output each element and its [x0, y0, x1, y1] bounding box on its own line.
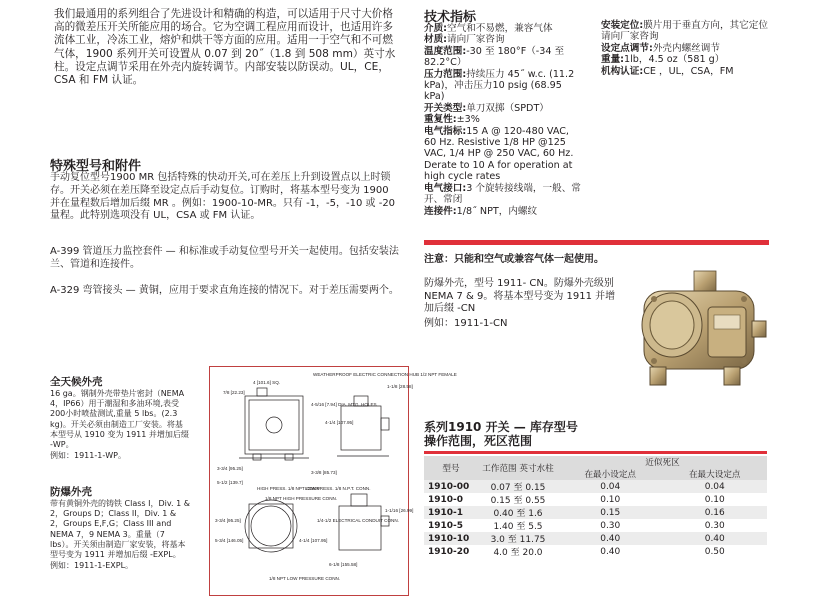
note-text: 注意：只能和空气或兼容气体一起使用。 [424, 254, 604, 265]
explosion-example: 例如：1911-1-EXPL。 [50, 561, 134, 570]
model-table [424, 456, 767, 558]
value-cell: 0.30 [704, 520, 725, 531]
table-row [424, 480, 767, 493]
spec-pressure: 压力范围:持续压力 45˝ w.c. (11.2 kPa)，冲击压力10 psig (68.95 kPa) [424, 68, 575, 103]
spec-approvals: 机构认证:CE ，UL，CSA，FM [601, 65, 734, 77]
specs-title: 技术指标 [424, 10, 477, 25]
special-a329-paragraph: A-329 弯管接头 — 黄铜，应用于要求直角连接的情况下。对于差压需要两个。 [50, 285, 399, 296]
table-top-rule [424, 451, 767, 454]
spec-material: 材质:请向厂家咨询 [424, 34, 505, 46]
model-cell: 1910-5 [428, 520, 464, 531]
col-header-range: 工作范围 英寸水柱 [478, 456, 558, 480]
value-cell: 0.15 至 0.55 [490, 496, 546, 506]
dim-label: 4 [101.6] SQ. [253, 380, 281, 385]
value-cell: 0.07 至 0.15 [478, 480, 558, 493]
value-cell: 0.30 [600, 520, 621, 531]
explosion-model-text: 防爆外壳，型号 1911- CN。防爆外壳级别 NEMA 7 & 9。将基本型号变为 1911 并增加后缀 -CN [424, 278, 616, 315]
dim-label: 3-3/4 [95.25] [215, 518, 241, 523]
value-cell: 0.40 [558, 532, 663, 545]
dim-label: 7/8 [22.23] [223, 390, 245, 395]
value-cell: 0.04 [663, 480, 768, 493]
spec-mounting: 安装定位:膜片用于垂直方向，其它定位请向厂家咨询 [601, 20, 768, 43]
table-row [424, 519, 767, 532]
value-cell: 0.04 [558, 480, 663, 493]
value-cell: 0.16 [663, 506, 768, 519]
spec-electrical: 电气指标:15 A @ 120-480 VAC, 60 Hz. Resistive 1/8 HP @125 VAC, 1/4 HP @ 250 VAC, 60 Hz. Derate to 10 A for operation at high cycle rates [424, 125, 574, 183]
explosion-text: 带有黄铜外壳的铸铁 Class I，Div. 1 & 2，Groups D；Class II，Div. 1 & 2，Groups E,F,G；Class III and NEMA 7，9 NEMA 3。重量（7 lbs）。开关须由制造厂家安装，将基本型号变为 1911 并增加后缀 -EXPL。 [50, 499, 190, 560]
explosion-title: 防爆外壳 [50, 486, 92, 498]
value-cell: 1.40 至 5.5 [493, 522, 543, 532]
value-cell: 0.10 [600, 494, 621, 505]
dim-label: 1/8 NPT LOW PRESSURE CONN. [269, 576, 341, 581]
special-title: 特殊型号和附件 [50, 159, 142, 174]
spec-weight: 重量:1lb，4.5 oz（581 g） [601, 54, 725, 66]
value-cell: 4.0 至 20.0 [493, 548, 543, 558]
table-row [424, 532, 767, 545]
weatherproof-title: 全天候外壳 [50, 376, 103, 388]
dim-label: 6-1/8 [155.58] [329, 562, 358, 567]
specs-list [424, 23, 582, 217]
special-mr-paragraph: 手动复位型号1900 MR 包括特殊的快动开关,可在差压上升到设置点以上时锁存。开关必须在差压降至设定点后手动复位。订购时，将基本型号变为 1900 并在量程数后增加后缀 MR 。例如：1900-10-MR。只有 -1，-5，-10 或 -20 量程。此特别选项没有 UL，CSA 或 FM 认证。 [50, 172, 396, 222]
dim-label: 1/8 NPT HIGH PRESSURE CONN. [265, 496, 338, 501]
dim-label: 1-1/8 [28.58] [387, 384, 413, 389]
model-cell: 1910-00 [424, 480, 478, 493]
explosion-model-example: 例如：1911-1-CN [424, 318, 508, 329]
weatherproof-example: 例如：1911-1-WP。 [50, 451, 126, 460]
table-title-line1: 系列1910 开关 — 库存型号 [424, 420, 578, 434]
spec-repeatability: 重复性:±3% [424, 114, 480, 126]
dim-label: 4-1/4 [107.95] [299, 538, 328, 543]
dim-label: LOW PRESS. 1/8 N.P.T. CONN. [305, 486, 371, 491]
col-header-deadband: 近似死区 [558, 456, 767, 468]
model-cell: 1910-0 [428, 494, 464, 505]
value-cell: 0.10 [704, 494, 725, 505]
dim-label: 3-3/4 [95.25] [217, 466, 243, 471]
model-cell: 1910-1 [424, 506, 478, 519]
table-row [424, 506, 767, 519]
value-cell: 0.15 [558, 506, 663, 519]
table-row [424, 545, 767, 558]
spec-fittings: 连接件:1/8˝ NPT，内螺纹 [424, 205, 538, 217]
spec-switch-type: 开关类型:单刀双掷（SPDT） [424, 102, 549, 114]
special-a399-paragraph: A-399 管道压力监控套件 — 和标准或手动复位型号开关一起使用。包括安装法兰、管道和连接件。 [50, 246, 399, 270]
col-header-min: 在最小设定点 [558, 468, 663, 480]
col-header-model: 型号 [424, 456, 478, 480]
table-row [424, 493, 767, 506]
intro-paragraph: 我们最通用的系列组合了先进设计和精确的构造，可以适用于尺寸大价格高的微差压开关所能应用的场合。它为空调工程应用而设计，也适用许多流体工业，冷冻工业，熔炉和烘干等方面的应用。适用一于空气和不可燃气体，1900 系列开关可设置从 0.07 到 20˝（1.8 到 508 mm）英寸水柱。设定点调节采用在外壳内旋转调节。内部安装以防误动。UL，CE，CSA 和 FM 认证。 [54, 8, 396, 87]
value-cell: 0.40 [663, 532, 768, 545]
value-cell: 0.50 [704, 546, 725, 557]
value-cell: 0.40 至 1.6 [478, 506, 558, 519]
dim-label: 3-3/8 [85.73] [311, 470, 337, 475]
col-header-max: 在最大设定点 [663, 468, 768, 480]
dim-label: 5-1/2 [139.7] [217, 480, 243, 485]
model-cell: 1910-20 [428, 546, 470, 557]
dim-label: 4-5/16 [7.94] DIA. MTG. HOLES [311, 402, 377, 407]
dim-label: 4-1/4 [107.95] [325, 420, 354, 425]
dim-label: WEATHERPROOF ELECTRIC CONNECTION HUB 1/2 NPT FEMALE [313, 372, 457, 377]
product-photo [624, 263, 774, 403]
model-cell: 1910-10 [424, 532, 478, 545]
table-title-line2: 操作范围，死区范围 [424, 434, 533, 448]
dim-label: 5-3/4 [146.05] [215, 538, 244, 543]
weatherproof-text: 16 ga。钢制外壳带垫片密封（NEMA 4，IP66）用于潮湿和多油环境,表受200小时喷盐测试,重量 5 lbs。(2.3 kg)。开关必须由制造工厂安装。将基本型号从 1910 变为 1911 并增加后缀 -WP。 [50, 389, 189, 450]
value-cell: 0.40 [600, 546, 621, 557]
value-cell: 3.0 至 11.75 [478, 532, 558, 545]
spec-setpoint: 设定点调节:外壳内螺丝调节 [601, 42, 720, 54]
specs-list-right [601, 20, 777, 77]
dim-label: 1/4-1/2 ELECTRICAL CONDUIT CONN. [317, 518, 399, 523]
spec-media: 介质:空气和不易燃，兼容气体 [424, 23, 553, 34]
dim-label: HIGH PRESS. 1/8 NPT CONN. [257, 486, 321, 491]
spec-temperature: 温度范围:-30 至 180°F（-34 至 82.2°C） [424, 45, 565, 69]
red-divider [424, 240, 769, 245]
dim-label: 1-1/16 [26.99] [385, 508, 414, 513]
spec-connections: 电气接口:3 个旋转接线端，一般、常开、常闭 [424, 182, 581, 206]
